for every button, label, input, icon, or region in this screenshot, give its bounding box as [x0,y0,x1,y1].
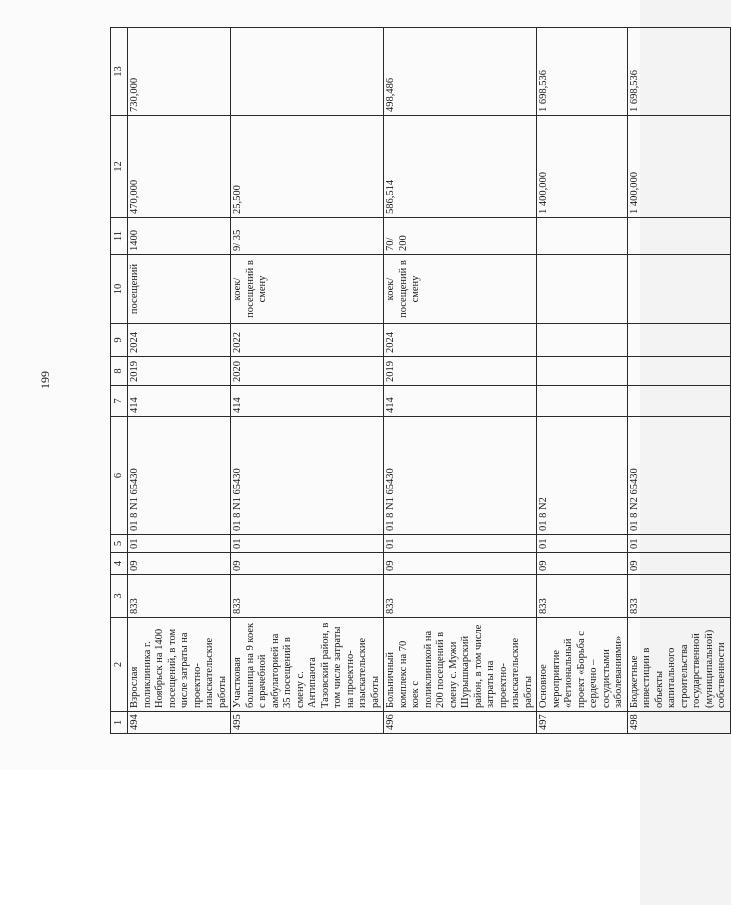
unit-cell [537,255,628,324]
start-year-cell [627,357,730,386]
expense-type-cell [537,386,628,417]
end-year-cell: 2024 [384,324,537,357]
subsection-cell: 01 [384,535,537,553]
start-year-cell: 2019 [384,357,537,386]
target-article-cell: 01 8 N2 65430 [627,417,730,535]
expense-type-cell [627,386,730,417]
capacity-cell [537,218,628,255]
column-number: 9 [111,324,128,357]
amount-cell-2: 1 698,536 [537,28,628,116]
subsection-cell: 01 [537,535,628,553]
target-article-cell: 01 8 N2 [537,417,628,535]
column-number: 12 [111,116,128,218]
object-name-cell: Участковая больница на 9 коек с врачебной амбулаторией на 35 посещений в смену с. Антипаюта Тазовский район, в том числе затраты на проектно-изыскательские работы [231,618,384,712]
expense-type-cell: 414 [231,386,384,417]
amount-cell-1: 25,500 [231,116,384,218]
capacity-cell: 9/ 35 [231,218,384,255]
column-number: 7 [111,386,128,417]
budget-table-rotated [110,28,727,734]
column-number: 2 [111,618,128,712]
section-cell: 09 [537,553,628,575]
column-number: 3 [111,575,128,618]
object-name-cell: Бюджетные инвестиции в объекты капитального строительства государственной (муниципальной) собственности [627,618,730,712]
capacity-cell: 1400 [128,218,231,255]
subsection-cell: 01 [128,535,231,553]
start-year-cell: 2019 [128,357,231,386]
expense-type-cell: 414 [128,386,231,417]
column-number: 10 [111,255,128,324]
start-year-cell [537,357,628,386]
unit-cell [627,255,730,324]
object-name-cell: Основное мероприятие «Региональный проект «Борьба с сердечно – сосудистыми заболеваниями» [537,618,628,712]
ministry-code-cell: 833 [384,575,537,618]
unit-cell: коек/ посещений в смену [384,255,537,324]
subsection-cell: 01 [231,535,384,553]
ministry-code-cell: 833 [627,575,730,618]
unit-cell: коек/ посещений в смену [231,255,384,324]
section-cell: 09 [231,553,384,575]
object-name-cell: Взрослая поликлиника г. Ноябрьск на 1400 посещений, в том числе затраты на проектно-изыскательские работы [128,618,231,712]
table-row [231,28,384,734]
page-number: 199 [38,371,52,389]
amount-cell-2: 498,486 [384,28,537,116]
ministry-code-cell: 833 [537,575,628,618]
table-row [627,28,730,734]
amount-cell-2 [231,28,384,116]
table-row [537,28,628,734]
column-number: 13 [111,28,128,116]
amount-cell-1: 1 400,000 [627,116,730,218]
column-number: 6 [111,417,128,535]
section-cell: 09 [384,553,537,575]
capacity-cell [627,218,730,255]
section-cell: 09 [627,553,730,575]
end-year-cell [537,324,628,357]
end-year-cell: 2024 [128,324,231,357]
target-article-cell: 01 8 N1 65430 [231,417,384,535]
row-number-cell: 496 [384,712,537,734]
column-number: 1 [111,712,128,734]
amount-cell-1: 1 400,000 [537,116,628,218]
column-number: 11 [111,218,128,255]
row-number-cell: 494 [128,712,231,734]
target-article-cell: 01 8 N1 65430 [384,417,537,535]
expense-type-cell: 414 [384,386,537,417]
unit-cell: посещений [128,255,231,324]
start-year-cell: 2020 [231,357,384,386]
row-number-cell: 495 [231,712,384,734]
ministry-code-cell: 833 [128,575,231,618]
table-row [384,28,537,734]
column-number: 8 [111,357,128,386]
amount-cell-1: 470,000 [128,116,231,218]
target-article-cell: 01 8 N1 65430 [128,417,231,535]
row-number-cell: 498 [627,712,730,734]
object-name-cell: Больничный комплекс на 70 коек с поликлиникой на 200 посещений в смену с. Мужи Шурышкарский район, в том числе затраты на проектно-изыскательские работы [384,618,537,712]
table-row [128,28,231,734]
amount-cell-2: 1 698,536 [627,28,730,116]
row-number-cell: 497 [537,712,628,734]
capacity-cell: 70/ 200 [384,218,537,255]
ministry-code-cell: 833 [231,575,384,618]
amount-cell-2: 730,000 [128,28,231,116]
budget-table [110,27,731,734]
section-cell: 09 [128,553,231,575]
end-year-cell [627,324,730,357]
column-number: 4 [111,553,128,575]
end-year-cell: 2022 [231,324,384,357]
column-number-row [111,28,128,734]
column-number: 5 [111,535,128,553]
subsection-cell: 01 [627,535,730,553]
blank-area [0,770,640,905]
amount-cell-1: 586,514 [384,116,537,218]
